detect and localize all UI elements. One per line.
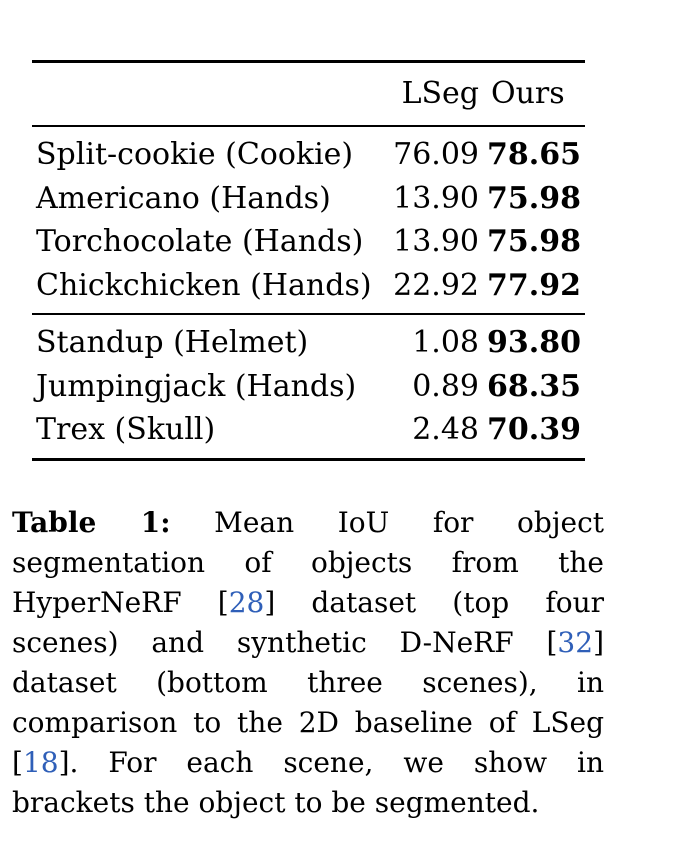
lseg-value: 22.92 — [393, 267, 479, 303]
dnerf-group — [32, 315, 585, 458]
ours-value: 68.35 — [487, 368, 581, 404]
ours-value: 77.92 — [487, 267, 581, 303]
scene-name: Trex (Skull) — [36, 412, 216, 447]
table-row — [32, 177, 585, 221]
ours-value: 93.80 — [487, 325, 581, 360]
lseg-value: 13.90 — [393, 180, 479, 216]
lseg-value: 76.09 — [393, 137, 479, 172]
caption-text: ]. For each scene, we show in brackets the object to be segmented. — [12, 746, 604, 819]
table-caption — [12, 503, 604, 823]
results-table — [32, 60, 585, 461]
table-row — [32, 321, 585, 365]
scene-name: Americano (Hands) — [36, 180, 331, 216]
scene-name: Standup (Helmet) — [36, 325, 309, 360]
caption-label: Table 1: — [12, 506, 171, 539]
scene-name: Torchocolate (Hands) — [36, 224, 364, 259]
table-row — [32, 220, 585, 264]
table-row — [32, 408, 585, 452]
citation-link[interactable]: 18 — [22, 746, 59, 779]
table-bottom-rule — [32, 458, 585, 461]
header-ours: Ours — [491, 76, 565, 111]
lseg-value: 0.89 — [412, 368, 479, 404]
caption-text: ] dataset (top four scenes) and synthetic D-NeRF [ — [12, 586, 604, 659]
ours-value: 75.98 — [487, 180, 581, 216]
caption-text: ] dataset (bottom three scenes), in comparison to the 2D baseline of LSeg [ — [12, 626, 604, 779]
caption-text: Mean IoU for object segmentation of objects from the HyperNeRF [ — [12, 506, 604, 619]
table-header-row — [32, 63, 585, 125]
table-row — [32, 264, 585, 308]
header-lseg: LSeg — [401, 76, 479, 111]
lseg-value: 13.90 — [393, 224, 479, 259]
hypernerf-group — [32, 127, 585, 313]
ours-value: 75.98 — [487, 224, 581, 259]
lseg-value: 1.08 — [412, 325, 479, 360]
ours-value: 78.65 — [487, 137, 581, 172]
lseg-value: 2.48 — [412, 412, 479, 447]
scene-name: Chickchicken (Hands) — [36, 267, 372, 303]
citation-link[interactable]: 32 — [557, 626, 594, 659]
table-row — [32, 133, 585, 177]
scene-name: Split-cookie (Cookie) — [36, 137, 354, 172]
scene-name: Jumpingjack (Hands) — [36, 368, 357, 404]
citation-link[interactable]: 28 — [228, 586, 265, 619]
ours-value: 70.39 — [487, 412, 581, 447]
table-row — [32, 365, 585, 409]
